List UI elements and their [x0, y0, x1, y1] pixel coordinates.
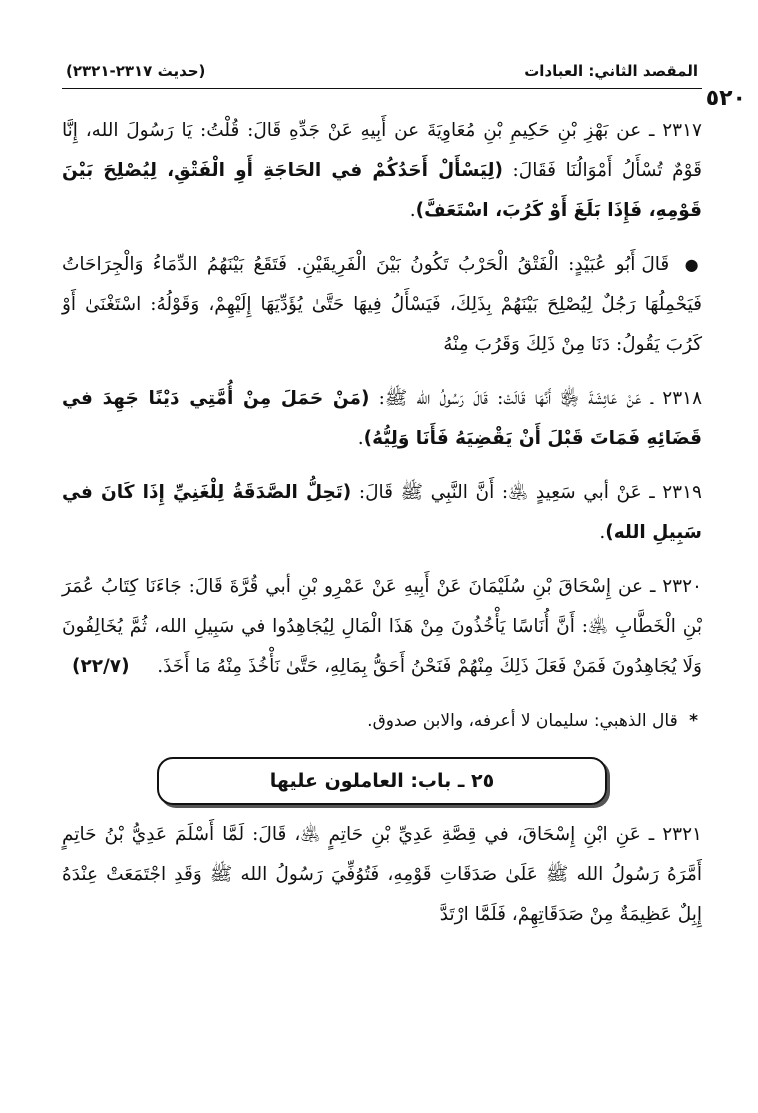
- chapter-title: ٢٥ ـ باب: العاملون عليها: [269, 770, 495, 792]
- hadith-2317-quote: (لِيَسْأَلْ أَحَدُكُمْ في الحَاجَةِ أَوِ الْفَتْقِ، لِيُصْلِحَ بَيْنَ قَوْمِهِ، فَإِذَا بَلَغَ أَوْ كَرُبَ، اسْتَعَفَّ): [62, 160, 702, 221]
- hadith-2317: [62, 111, 702, 231]
- dhahabi-note-text: قال الذهبي: سليمان لا أعرفه، والابن صدوق.: [367, 711, 678, 731]
- hadith-2319-quote: (تَحِلُّ الصَّدَقَةُ لِلْغَنِيِّ إِذَا كَانَ في سَبِيلِ الله): [62, 482, 702, 543]
- hadith-2317-end: .: [409, 200, 416, 221]
- hadith-2319: [62, 473, 702, 553]
- commentary-2317: [62, 245, 702, 365]
- hadith-2318-lead: ٢٣١٨ ـ عَنْ عَائِشَةَ ﵂ أَنَّهَا قَالَتْ: قَالَ رَسُولُ الله ﷺ:: [378, 388, 703, 409]
- hadith-2320-reference: (٢٢/٧): [72, 656, 130, 677]
- hadith-range: (حديث ٢٣١٧-٢٣٢١): [66, 62, 206, 80]
- book-page: [62, 62, 746, 1102]
- asterisk-icon: *: [689, 711, 698, 731]
- hadith-2319-lead: ٢٣١٩ ـ عَنْ أبي سَعِيدٍ ﵁: أَنَّ النَّبِي ﷺ قَالَ:: [358, 482, 702, 503]
- hadith-2319-end: .: [599, 522, 606, 543]
- hadith-2318-end: .: [357, 428, 364, 449]
- running-header: [62, 62, 702, 89]
- section-title: المقصد الثاني: العبادات: [524, 62, 698, 80]
- page-body: [62, 111, 702, 935]
- hadith-2318: [62, 379, 702, 459]
- hadith-2318-quote: (مَنْ حَمَلَ مِنْ أُمَّتِي دَيْنًا جَهِدَ في قَضَائِهِ فَمَاتَ قَبْلَ أَنْ يَقْضِيَهُ فَأَنَا وَلِيُّهُ): [62, 388, 702, 449]
- page-number: ٥٢٠: [705, 86, 746, 111]
- hadith-2321-text: ٢٣٢١ ـ عَنِ ابْنِ إِسْحَاقَ، في قِصَّةِ عَدِيِّ بْنِ حَاتِمٍ ﵁، قَالَ: لَمَّا أَسْلَمَ عَدِيُّ بْنُ حَاتِمٍ أَمَّرَهُ رَسُولُ الله ﷺ عَلَىٰ صَدَقَاتِ قَوْمِهِ، فَتُوُفِّيَ رَسُولُ الله ﷺ وَقَدِ اجْتَمَعَتْ عِنْدَهُ إِبِلٌ عَظِيمَةٌ مِنْ صَدَقَاتِهِمْ، فَلَمَّا ارْتَدَّ: [62, 824, 702, 925]
- hadith-2321: [62, 815, 702, 935]
- chapter-heading: [157, 757, 607, 805]
- bullet-icon: ●: [684, 255, 702, 274]
- hadith-2317-lead: ٢٣١٧ ـ عن بَهْزِ بْنِ حَكِيمِ بْنِ مُعَاوِيَةَ عن أَبِيهِ عَنْ جَدِّهِ قَالَ: قُلْتُ: يَا رَسُولَ الله، إِنَّا قَوْمٌ تُسْأَلُ أَمْوَالُنَا فَقَالَ:: [62, 120, 703, 181]
- commentary-2317-text: قَالَ أَبُو عُبَيْدٍ: الْفَتْقُ الْحَرْبُ تَكُونُ بَيْنَ الْفَرِيقَيْنِ. فَتَقَعُ بَيْنَهُمُ الدِّمَاءُ وَالْجِرَاحَاتُ فَيَحْمِلُهَا رَجُلٌ لِيُصْلِحَ بَيْنَهُمْ بِذَلِكَ، فَيَسْأَلُ فِيهَا حَتَّىٰ يُؤَدِّيَهَا إِلَيْهِمْ، وَقَوْلُهُ: اسْتَغْنَىٰ أَوْ كَرُبَ يَقُولُ: دَنَا مِنْ ذَلِكَ وَقَرُبَ مِنْهُ: [62, 254, 702, 355]
- dhahabi-note: [62, 701, 702, 741]
- hadith-2320-text: ٢٣٢٠ ـ عن إِسْحَاقَ بْنِ سُلَيْمَانَ عَنْ أَبِيهِ عَنْ عَمْرِو بْنِ أبي قُرَّةَ قَالَ: جَاءَنَا كِتَابُ عُمَرَ بْنِ الْخَطَّابِ ﵁: أَنَّ أُنَاسًا يَأْخُذُونَ مِنْ هَذَا الْمَالِ لِيُجَاهِدُوا في سَبِيلِ الله، ثُمَّ يُخَالِفُونَ وَلَا يُجَاهِدُونَ فَمَنْ فَعَلَ ذَلِكَ مِنْهُمْ فَنَحْنُ أَحَقُّ بِمَالِهِ، حَتَّىٰ نَأْخُذَ مِنْهُ مَا أَخَذَ.: [62, 576, 702, 677]
- hadith-2320: [62, 567, 702, 687]
